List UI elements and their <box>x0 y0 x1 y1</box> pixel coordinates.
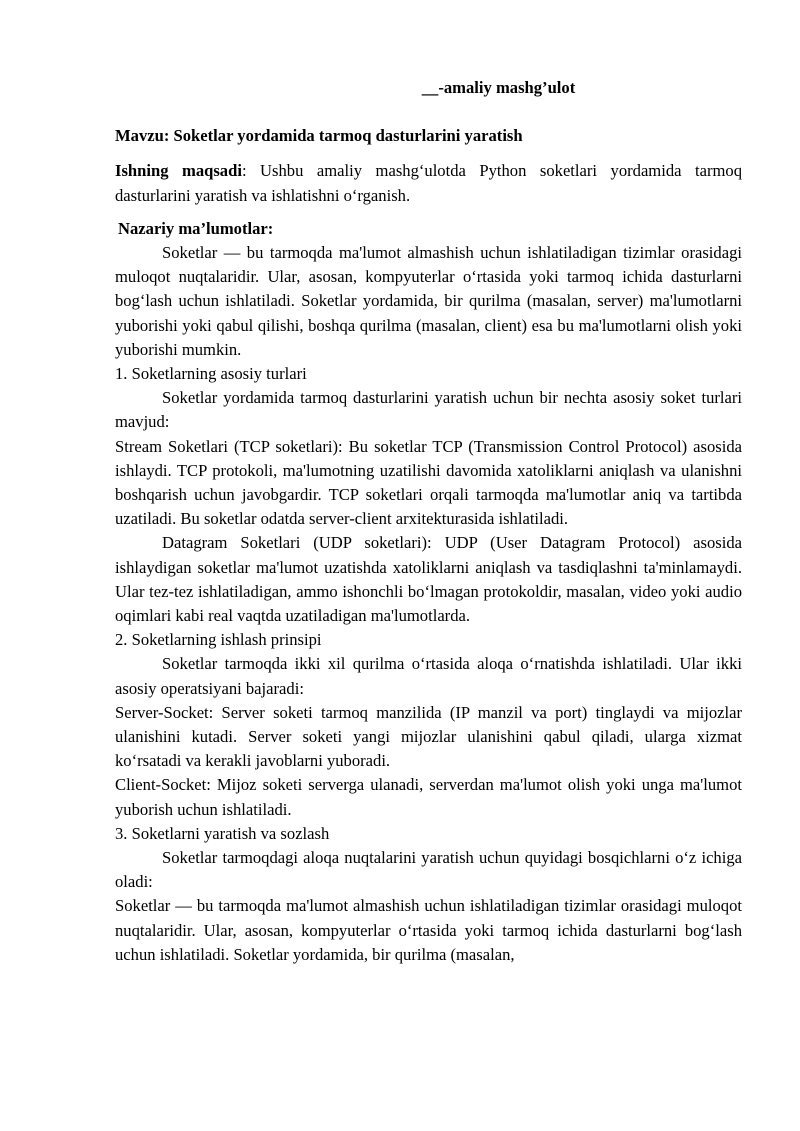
paragraph-socket-types-intro: Soketlar yordamida tarmoq dasturlarini yaratish uchun bir nechta asosiy soket turlari mavjud: <box>115 388 742 432</box>
document-page <box>115 76 742 967</box>
paragraph-creating-steps: Soketlar tarmoqdagi aloqa nuqtalarini yaratish uchun quyidagi bosqichlarni o‘z ichiga oladi: <box>115 848 742 892</box>
theory-heading: Nazariy ma’lumotlar: <box>118 219 274 238</box>
goal-label: Ishning maqsadi <box>115 161 242 180</box>
section-heading-socket-types: 1. Soketlarning asosiy turlari <box>115 364 307 384</box>
topic-heading: Mavzu: Soketlar yordamida tarmoq dasturlarini yaratish <box>115 126 523 145</box>
goal-text: : Ushbu amaliy mashg‘ulotda Python soketlari yordamida tarmoq dasturlarini yaratish va ishlatishni o‘rganish. <box>115 161 742 205</box>
paragraph-datagram-sockets: Datagram Soketlari (UDP soketlari): UDP (User Datagram Protocol) asosida ishlaydigan soketlar ma'lumot uzatishda xatoliklarni aniqlash va tasdiqlashni ta'minlamaydi. Ular tez-tez ishlatiladigan, ammo ishonchli bo‘lmagan protokoldir, masalan, video yoki audio oqimlari kabi real vaqtda uzatiladigan ma'lumotlarda. <box>115 533 742 626</box>
paragraph-server-socket: Server-Socket: Server soketi tarmoq manzilida (IP manzil va port) tinglaydi va mijozlar ulanishini kutadi. Server soketi yangi mijozlar ulanishini qabul qiladi, ularga xizmat ko‘rsatadi va kerakli javoblarni yuboradi. <box>115 702 742 771</box>
paragraph-stream-sockets: Stream Soketlari (TCP soketlari): Bu soketlar TCP (Transmission Control Protocol) asosida ishlaydi. TCP protokoli, ma'lumotning uzatilishi davomida xatoliklarni aniqlash va ulanishni boshqarish uchun javobgardir. TCP soketlari orqali tarmoqda ma'lumotlar aniq va tartibda uzatiladi. Bu soketlar odatda server-client arxitekturasida ishlatiladi. <box>115 436 742 529</box>
goal-paragraph <box>115 158 742 208</box>
paragraph-client-socket: Client-Socket: Mijoz soketi serverga ulanadi, serverdan ma'lumot olish yoki unga ma'lumot yuborish uchun ishlatiladi. <box>115 775 742 819</box>
section-heading-creating-sockets: 3. Soketlarni yaratish va sozlash <box>115 823 330 843</box>
paragraph-sockets-repeat: Soketlar — bu tarmoqda ma'lumot almashish uchun ishlatiladigan tizimlar orasidagi muloqot nuqtalaridir. Ular, asosan, kompyuterlar o‘rtasida yoki tarmoq ichida dasturlarni bog‘lash uchun ishlatiladi. Soketlar yordamida, bir qurilma (masalan, <box>115 896 742 964</box>
page-title: __-amaliy mashg’ulot <box>421 78 576 97</box>
paragraph-working-principle: Soketlar tarmoqda ikki xil qurilma o‘rtasida aloqa o‘rnatishda ishlatiladi. Ular ikki asosiy operatsiyani bajaradi: <box>115 654 742 698</box>
section-heading-working-principle: 2. Soketlarning ishlash prinsipi <box>115 630 322 650</box>
paragraph-sockets-definition: Soketlar — bu tarmoqda ma'lumot almashish uchun ishlatiladigan tizimlar orasidagi muloqot nuqtalaridir. Ular, asosan, kompyuterlar o‘rtasida yoki tarmoq ichida dasturlarni bog‘lash uchun ishlatiladi. Soketlar yordamida, bir qurilma (masalan, server) ma'lumotlarni yuborishi yoki qabul qilishi, boshqa qurilma (masalan, client) esa bu ma'lumotlarni olish yoki yuborishi mumkin. <box>115 243 742 359</box>
